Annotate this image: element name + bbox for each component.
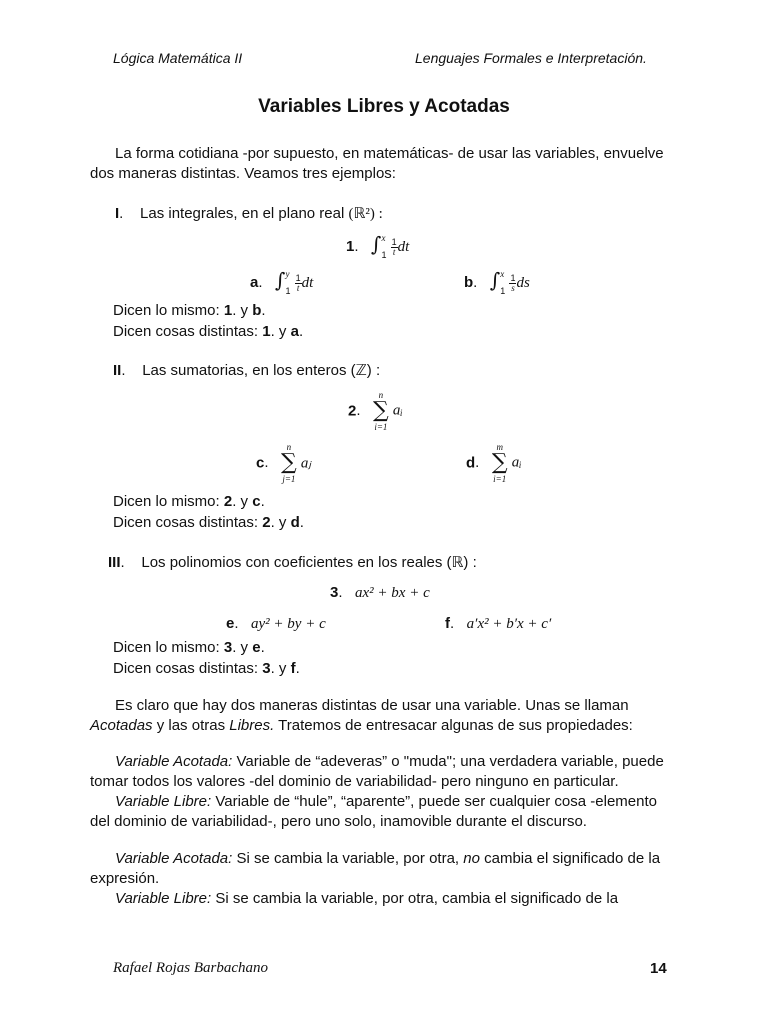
diff-prefix: Dicen cosas distintas: <box>113 323 263 340</box>
integral-sign: ∫ <box>371 232 382 256</box>
sigma-sum <box>373 390 389 432</box>
usage-paragraph <box>90 696 680 736</box>
text: Es claro que hay dos maneras distintas de usar una variable. Unas se llaman <box>115 697 629 714</box>
upper-limit: y <box>285 269 290 280</box>
header-left: Lógica Matemática II <box>113 50 243 66</box>
polynomial-expression: ay² + by + c <box>251 616 326 632</box>
denominator: s <box>511 282 515 293</box>
section-3-text: Los polinomios con coeficientes en los reales <box>141 554 443 571</box>
denominator: t <box>392 246 396 257</box>
definition-libre-2 <box>90 889 680 909</box>
sigma-sum <box>492 442 508 484</box>
section-3-heading: III. Los polinomios con coeficientes en los reales (ℝ) : <box>108 554 477 571</box>
example-d: d. m ∑ i=1 aᵢ <box>466 442 522 484</box>
example-d-label: d <box>466 454 476 472</box>
example-f-label: f <box>445 615 450 632</box>
diff-mid: . y <box>270 660 291 677</box>
same-a: 3 <box>223 639 233 656</box>
section-1-heading: I. Las integrales, en el plano real (ℝ²) : <box>115 205 383 222</box>
term: Variable Acotada: <box>115 753 233 770</box>
same-mid: . y <box>232 493 253 510</box>
sigma-icon: ∑ <box>281 450 297 475</box>
diff-b: d <box>290 514 300 531</box>
text: Si se cambia la variable, por otra, cambia el significado de la <box>211 890 619 907</box>
definition-acotada-1 <box>90 752 680 792</box>
page-number: 14 <box>650 960 667 977</box>
text: y las otras <box>152 717 230 734</box>
diff-prefix: Dicen cosas distintas: <box>113 514 263 531</box>
numerator: 1 <box>510 272 516 283</box>
text: Variable de “adeveras” o "muda"; una verdadera variable, puede tomar todos los valores -del dominio de variabilidad- pero ninguno en particular. <box>90 753 664 790</box>
definition-acotada-2 <box>90 849 680 889</box>
example-1: 1. ∫ x 1 $\frac{1}{t}$ dt <box>346 232 410 261</box>
example-e: e. ay² + by + c <box>226 615 326 632</box>
diff-a: 1 <box>262 323 271 340</box>
term: Variable Acotada: <box>115 850 233 867</box>
integral-sign: ∫ <box>275 268 286 292</box>
section-1-text: Las integrales, en el plano real <box>140 205 345 222</box>
sum-term: aᵢ <box>392 402 403 419</box>
section-3-same: Dicen lo mismo: 3. y e. <box>113 639 265 656</box>
diff-mid: . y <box>270 323 291 340</box>
section-1-different: Dicen cosas distintas: 1. y a. <box>113 323 304 340</box>
same-b: b <box>252 302 262 319</box>
example-2-label: 2 <box>348 402 357 420</box>
diff-a: 3 <box>262 660 271 677</box>
header-right: Lenguajes Formales e Interpretación. <box>415 50 647 66</box>
example-e-label: e <box>226 615 235 632</box>
denominator: t <box>296 282 300 293</box>
example-3-label: 3 <box>330 584 339 601</box>
integral-sign: ∫ <box>489 268 501 292</box>
sigma-icon: ∑ <box>491 450 508 475</box>
same-mid: . y <box>232 302 253 319</box>
section-3-number: III <box>108 554 121 571</box>
term: Variable Libre: <box>115 793 212 810</box>
diff-prefix: Dicen cosas distintas: <box>113 660 263 677</box>
term: Variable Libre: <box>115 890 212 907</box>
lower-limit: 1 <box>285 286 291 297</box>
fraction <box>295 274 302 293</box>
example-a: a. ∫ y 1 $\frac{1}{t}$ dt <box>250 268 314 297</box>
differential: dt <box>397 239 410 255</box>
diff-b: a <box>290 323 299 340</box>
sum-term: aᵢ <box>511 454 522 471</box>
text: Variable de “hule”, “aparente”, puede ser cualquier cosa -elemento del dominio de variabilidad-, pero uno solo, inamovible durante el discurso. <box>90 793 657 830</box>
section-1-number: I <box>115 205 120 222</box>
section-2-same: Dicen lo mismo: 2. y c. <box>113 493 265 510</box>
section-3-set: (ℝ) : <box>446 554 477 571</box>
sum-upper: m <box>496 442 503 452</box>
same-prefix: Dicen lo mismo: <box>113 639 224 656</box>
polynomial-expression: ax² + bx + c <box>355 585 430 601</box>
example-b: b. ∫ x 1 $\frac{1}{s}$ ds <box>464 268 530 297</box>
text: Si se cambia la variable, por otra, <box>232 850 464 867</box>
diff-a: 2 <box>262 514 271 531</box>
section-1-set: (ℝ²) : <box>348 206 383 222</box>
same-b: c <box>252 493 261 510</box>
diff-mid: . y <box>270 514 291 531</box>
lower-limit: 1 <box>381 250 387 261</box>
same-prefix: Dicen lo mismo: <box>113 493 224 510</box>
intro-paragraph: La forma cotidiana -por supuesto, en matemáticas- de usar las variables, envuelve dos maneras distintas. Veamos tres ejemplos: <box>90 145 664 182</box>
section-2-text: Las sumatorias, en los enteros <box>142 362 347 379</box>
numerator: 1 <box>295 272 301 283</box>
sum-term: aⱼ <box>300 455 312 472</box>
example-1-label: 1 <box>346 238 355 255</box>
section-2-set: (ℤ) : <box>350 362 381 379</box>
polynomial-expression: a′x² + b′x + c′ <box>466 616 552 632</box>
example-c: c. n ∑ j=1 aⱼ <box>256 442 312 484</box>
example-3: 3. ax² + bx + c <box>330 584 430 601</box>
section-3-different: Dicen cosas distintas: 3. y f. <box>113 660 300 677</box>
example-2: 2. n ∑ i=1 aᵢ <box>348 390 403 432</box>
same-mid: . y <box>232 639 253 656</box>
lower-limit: 1 <box>500 286 506 297</box>
emphasis-no: no <box>463 850 480 867</box>
page-title: Variables Libres y Acotadas <box>258 96 510 117</box>
text: Tratemos de entresacar algunas de sus propiedades: <box>274 717 633 734</box>
upper-limit: x <box>381 233 386 244</box>
term-acotadas: Acotadas <box>90 717 153 734</box>
sum-upper: n <box>378 390 384 400</box>
footer-author: Rafael Rojas Barbachano <box>113 960 268 976</box>
section-2-number: II <box>113 362 122 379</box>
sum-lower: i=1 <box>374 422 388 432</box>
section-2-different: Dicen cosas distintas: 2. y d. <box>113 514 304 531</box>
differential: dt <box>301 275 314 291</box>
section-1-same: Dicen lo mismo: 1. y b. <box>113 302 266 319</box>
same-a: 1 <box>223 302 233 319</box>
term-libres: Libres. <box>229 717 275 734</box>
sigma-sum <box>281 442 297 484</box>
example-c-label: c <box>256 454 265 472</box>
same-a: 2 <box>223 493 233 510</box>
sigma-icon: ∑ <box>373 398 389 423</box>
same-prefix: Dicen lo mismo: <box>113 302 224 319</box>
text: cambia el significado de la expresión. <box>90 850 661 887</box>
example-a-label: a <box>250 274 259 291</box>
fraction <box>391 238 398 257</box>
definition-libre-1 <box>90 792 680 832</box>
same-b: e <box>252 639 261 656</box>
section-2-heading: II. Las sumatorias, en los enteros (ℤ) : <box>113 362 381 379</box>
numerator: 1 <box>391 236 397 247</box>
example-b-label: b <box>464 274 474 291</box>
upper-limit: x <box>500 269 505 280</box>
example-f: f. a′x² + b′x + c′ <box>445 615 552 632</box>
sum-lower: j=1 <box>282 474 296 484</box>
diff-b: f <box>290 660 296 677</box>
sum-lower: i=1 <box>493 474 507 484</box>
sum-upper: n <box>286 442 292 452</box>
differential: ds <box>516 275 530 291</box>
